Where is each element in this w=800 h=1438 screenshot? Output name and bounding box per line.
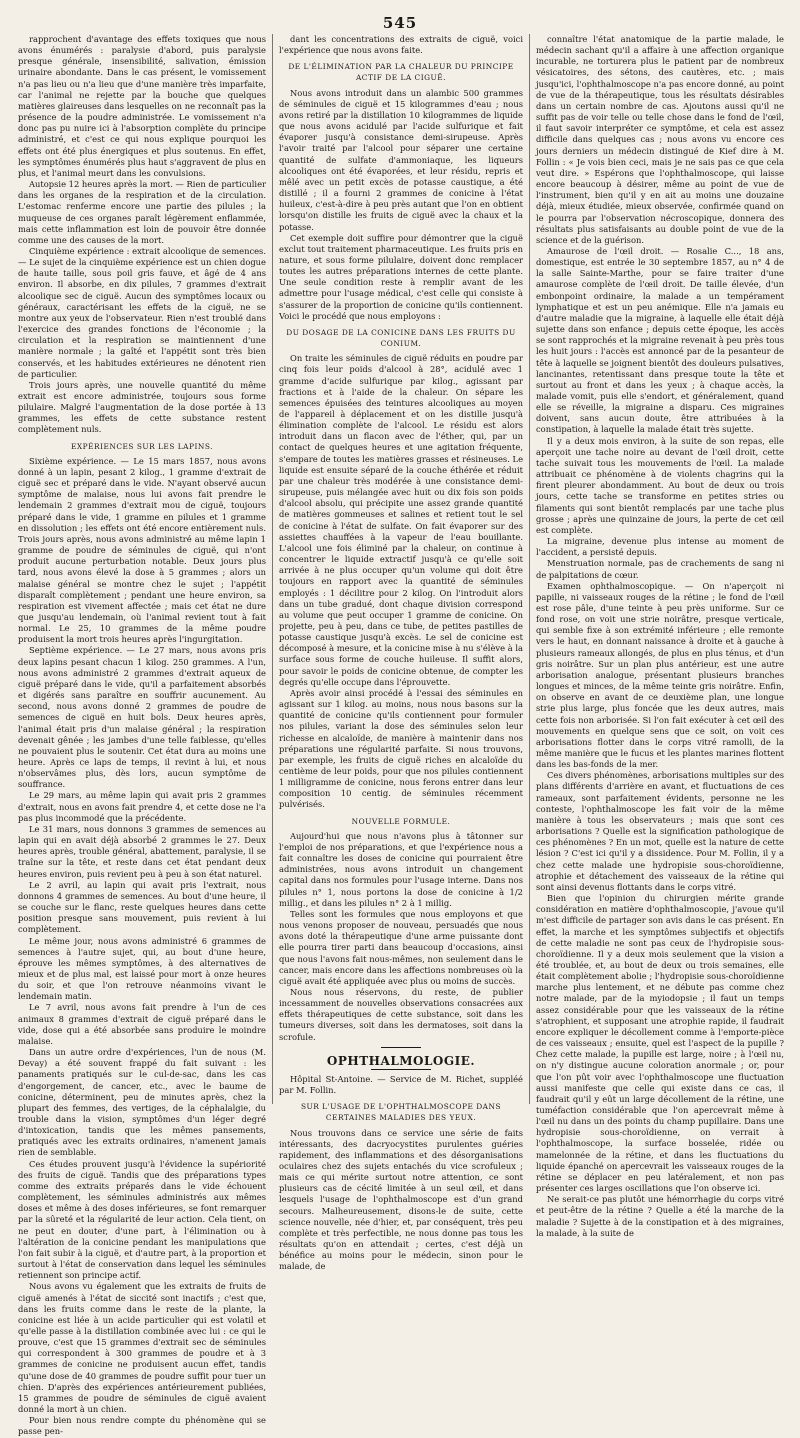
paragraph: Le 31 mars, nous donnons 3 grammes de semences au lapin qui en avait déjà absorbé 2 grammes le 27. Deux heures après, trouble général, abattement, paralysie, il se traîne sur la tête, et reste dans cet état pendant deux heures environ, puis revient peu à peu à son état naturel. [18, 823, 266, 879]
paragraph: dant les concentrations des extraits de ciguë, voici l'expérience que nous avons faite. [279, 34, 523, 56]
section-title-underline [371, 1069, 431, 1070]
paragraph: Cinquième expérience : extrait alcoolique de semences. — Le sujet de la cinquième expérience est un chien dogue de haute taille, sous poil gris fauve, et âgé de 4 ans environ. Il absorbe, en dix pilules, 7 grammes d'extrait alcoolique sec de ciguë. Aucun des symptômes locaux ou généraux, caractérisant les effets de la ciguë, ne se montre aux yeux de l'observateur. Rien n'est troublé dans l'exercice des grandes fonctions de l'économie ; la circulation et la respiration se maintiennent d'une manière normale ; la gaîté et l'appétit sont très bien conservés, et les habitudes extérieures ne dénotent rien de particulier. [18, 245, 266, 379]
paragraph: Nous trouvons dans ce service une série de faits intéressants, des dacryocystites purulentes guéries rapidement, des inflammations et des désorganisations oculaires chez des sujets entachés du vice scrofuleux ; mais ce qui mérite surtout notre attention, ce sont plusieurs cas de cécité limitée à un seul œil, et dans lesquels l'usage de l'ophthalmoscope est d'un grand secours. Malheureusement, disons-le de suite, cette science nouvelle, née d'hier, et, par conséquent, très peu complète et très perfectible, ne nous donne pas tous les résultats qu'on en attendait ; certes, c'est déjà un bénéfice au moins pour le médecin, sinon pour le malade, de [279, 1127, 523, 1272]
section-title: OPHTHALMOLOGIE. [326, 1053, 476, 1068]
paragraph: Examen ophthalmoscopique. — On n'aperçoit ni papille, ni vaisseaux rouges de la rétine ; le fond de l'œil est rose pâle, d'une teinte à peu près uniforme. Sur ce fond rose, on voit une strie noirâtre, presque verticale, qui semble fixe à son extrémité inférieure ; elle remonte vers le haut, en donnant naissance à droite et à gauche à plusieurs rameaux allongés, de plus en plus ténus, et d'un gris noirâtre. Sur un plan plus antérieur, est une autre arborisation analogue, présentant plusieurs branches longues et minces, de la même teinte gris noirâtre. Enfin, on observe en avant de ce deuxième plan, une longue strie plus large, plus foncée que les deux autres, mais cette fois non arborisée. Si l'on fait exécuter à cet œil des mouvements en quelque sens que ce soit, on voit ces arborisations flotter dans le corps vitré ramolli, de la même manière que le fucus et les plantes marines flottent dans les bas-fonds de la mer. [536, 580, 784, 770]
paragraph: On traite les séminules de ciguë réduits en poudre par cinq fois leur poids d'alcool à 28°, acidulé avec 1 gramme d'acide sulfurique par kilog., agissant par fractions et à l'aide de la chaleur. On sépare les semences épuisées des teintures alcooliques au moyen de l'appareil à déplacement et on les distille jusqu'à élimination complète de l'alcool. Le résidu est alors introduit dans un flacon avec de l'éther, qui, par un contact de quelques heures et une agitation fréquente, s'empare de toutes les matières grasses et résineuses. Le liquide est ensuite séparé de la couche éthérée et réduit par une chaleur très modérée à une consistance demi-sirupeuse, puis mélangée avec huit ou dix fois son poids d'alcool absolu, qui précipite une assez grande quantité de matières gommeuses et salines et retient tout le sel de conicine à l'état de sulfate. On fait évaporer sur des assiettes chauffées à la vapeur de l'eau bouillante. L'alcool une fois éliminé par la chaleur, on continue à concentrer le liquide extractif jusqu'à ce qu'elle soit arrivée à ne plus occuper qu'un volume qui doit être toujours en rapport avec la quantité de séminules employés : 1 décilitre pour 2 kilog. On l'introduit alors dans un tube gradué, dont chaque division correspond au volume que peut occuper 1 gramme de conicine. On projette, peu à peu, dans ce tube, de petites pastilles de potasse caustique jusqu'à excès. Le sel de conicine est décomposé à mesure, et la conicine mise à nu s'élève à la surface sous forme de couche huileuse. Il suffit alors, pour savoir le poids de conicine obtenue, de compter les degrés qu'elle occupe dans l'éprouvette. [279, 353, 524, 687]
paragraph: Le 7 avril, nous avons fait prendre à l'un de ces animaux 8 grammes d'extrait de ciguë préparé dans le vide, dose qui a été absorbée sans produire le moindre malaise. [18, 1002, 266, 1046]
paragraph: Nous avons vu également que les extraits de fruits de ciguë amenés à l'état de siccité sont inactifs ; c'est que, dans les fruits comme dans le reste de la plante, la conicine est liée à un acide particulier qui est volatil et qu'elle passe à la distillation combinée avec lui : ce qui le prouve, c'est que 15 grammes d'extrait sec de séminules qui correspondent à 300 grammes de poudre et à 3 grammes de conicine ne produisent aucun effet, tandis qu'une dose de 40 grammes de poudre suffit pour tuer un chien. D'après des expériences antérieurement publiées, 15 grammes de poudre de séminules de ciguë avaient donné la mort à un chien. [18, 1281, 266, 1415]
paragraph: Cet exemple doit suffire pour démontrer que la ciguë exclut tout traitement pharmaceutique. Les fruits pris en nature, et sous forme pilulaire, doivent donc remplacer toutes les autres préparations internes de cette plante. Une seule condition reste à remplir avant de les admettre pour l'usage médical, c'est celle qui consiste à s'assurer de la proportion de conicine qu'ils contiennent. Voici le procédé que nous employons : [279, 232, 523, 321]
subsection-heading: NOUVELLE FORMULE. [351, 816, 451, 826]
paragraph: Ces divers phénomènes, arborisations multiples sur des plans différents d'arrière en avant, et fluctuations de ces rameaux, sont parfaitement évidents, personne ne les conteste, l'ophthalmoscope les fait voir de la même manière à tous les observateurs ; mais que sont ces arborisations ? Quelle est la signification pathologique de ces phénomènes ? En un mot, quelle est la nature de cette lésion ? C'est ici qu'il y a dissidence. Pour M. Follin, il y a chez cette malade une hydropisie sous-choroïdienne, atrophie et détachement des vaisseaux de la rétine qui sont ainsi devenus flottants dans le corps vitré. [536, 770, 784, 892]
paragraph: Septième expérience. — Le 27 mars, nous avons pris deux lapins pesant chacun 1 kilog. 250 grammes. A l'un, nous avons administré 2 grammes d'extrait aqueux de ciguë préparé dans le vide, qu'il a parfaitement absorbés et digérés sans paraître en souffrir aucunement. Au second, nous avons donné 2 grammes de poudre de semences de ciguë en huit bols. Deux heures après, l'animal était pris d'un malaise général ; la respiration devenait gênée ; les jambes d'une telle faiblesse, qu'elles ne pouvaient plus le soutenir. Cet état dura au moins une heure. Après ce laps de temps, il revint à lui, et nous n'observâmes plus, dès lors, aucun symptôme de souffrance. [18, 645, 266, 790]
subsection-heading: DU DOSAGE DE LA CONICINE DANS LES FRUITS DU CONIUM. [286, 327, 516, 349]
paragraph: rapprochent d'avantage des effets toxiques que nous avons énumérés : paralysie d'abord, puis paralysie presque générale, insensibilité, salivation, émission urinaire abondante. Dans le cas présent, le vomissement n'a pas lieu ou n'a lieu que d'une manière très imparfaite, car l'animal ne rejette par la bouche que quelques matières glaireuses dans lesquelles on ne reconnaît pas la présence de la poudre administrée. Le vomissement n'a donc pas pu nuire ici à l'absorption complète du principe administré, et c'est ce qui nous explique pourquoi les effets ont été plus énergiques et plus soutenus. En effet, les symptômes énumérés plus haut s'aggravent de plus en plus, et l'animal meurt dans les convulsions. [18, 34, 266, 178]
paragraph: Nous avons introduit dans un alambic 500 grammes de séminules de ciguë et 15 kilogrammes d'eau ; nous avons retiré par la distillation 10 kilogrammes de liquide que nous avons acidulé par l'acide sulfurique et fait évaporer jusqu'à consistance demi-sirupeuse. Après l'avoir traité par l'alcool pour séparer une certaine quantité de sulfate d'ammoniaque, les liqueurs alcooliques ont été évaporées, et leur résidu, repris et mêlé avec un petit excès de potasse caustique, a été distillé ; il a fourni 2 grammes de conicine à l'état huileux, c'est-à-dire à peu près autant que l'on en obtient lorsqu'on distille les fruits de ciguë avec la chaux et la potasse. [279, 87, 523, 232]
paragraph: Le 29 mars, au même lapin qui avait pris 2 grammes d'extrait, nous en avons fait prendre 4, et cette dose ne l'a pas plus incommodé que la précédente. [18, 790, 266, 823]
column-divider [272, 34, 273, 1104]
paragraph: Hôpital St-Antoine. — Service de M. Richet, suppléé par M. Follin. [279, 1073, 523, 1096]
paragraph: Menstruation normale, pas de crachements de sang ni de palpitations de cœur. [536, 558, 784, 580]
paragraph: Aujourd'hui que nous n'avons plus à tâtonner sur l'emploi de nos préparations, et que l'expérience nous a fait connaître les doses de conicine qui pourraient être administrées, nous avons introduit un changement capital dans nos formules pour l'usage interne. Dans nos pilules n° 1, nous portons la dose de conicine à 1/2 millig., et dans les pilules n° 2 à 1 millig. [279, 830, 523, 908]
paragraph: Nous nous réservons, du reste, de publier incessamment de nouvelles observations consacrées aux effets thérapeutiques de cette substance, soit dans les tumeurs diverses, soit dans les dermatoses, soit dans la scrofule. [279, 986, 523, 1042]
paragraph: Trois jours après, une nouvelle quantité du même extrait est encore administrée, toujours sous forme pilulaire. Malgré l'augmentation de la dose portée à 13 grammes, les effets de cette substance restent complètement nuls. [18, 379, 266, 435]
paragraph: Sixième expérience. — Le 15 mars 1857, nous avons donné à un lapin, pesant 2 kilog., 1 gramme d'extrait de ciguë sec et préparé dans le vide. N'ayant observé aucun symptôme de malaise, nous lui avons fait prendre le lendemain 2 grammes d'extrait mou de ciguë, toujours préparé dans le vide, 1 gramme en pilules et 1 gramme en dissolution ; les effets ont été encore entièrement nuls. Trois jours après, nous avons administré au même lapin 1 gramme de poudre de séminules de ciguë, qui n'ont produit aucune perturbation notable. Deux jours plus tard, nous avons élevé la dose à 5 grammes ; alors un malaise général se montre chez le sujet ; l'appétit disparaît complètement ; pendant une heure environ, sa respiration est vivement affectée ; mais cet état ne dure que jusqu'au lendemain, où l'animal revient tout à fait normal. Le 25, 10 grammes de la même poudre produisent la mort trois heures après l'ingurgitation. [18, 455, 266, 645]
column-middle [279, 34, 524, 1272]
separator [381, 1047, 421, 1048]
subsection-heading: DE L'ÉLIMINATION PAR LA CHALEUR DU PRINCIPE ACTIF DE LA CIGUË. [288, 62, 514, 83]
column-left [18, 34, 267, 1437]
paragraph: Amaurose de l'œil droit. — Rosalie C..., 18 ans, domestique, est entrée le 30 septembre 1857, au n° 4 de la salle Sainte-Marthe, pour se faire traiter d'une amaurose complète de l'œil droit. De taille élevée, d'un embonpoint ordinaire, la malade a un tempérament lymphatique et est un peu anémique. Elle n'a jamais eu d'autre maladie que la migraine, à laquelle elle était déjà sujette dans son enfance ; depuis cette époque, les accès se sont rapprochés et la migraine revenait à peu près tous les huit jours : l'accès est annoncé par de la pesanteur de tête à laquelle se joignent bientôt des douleurs pulsatives, lancinantes, retentissant dans presque toute la tête et surtout au front et dans les yeux ; à chaque accès, la malade vomit, puis elle s'endort, et généralement, quand elle se réveille, la migraine a disparu. Ces migraines doivent, sans aucun doute, être attribuées à la constipation, à laquelle la malade était très sujette. [536, 245, 784, 435]
paragraph: Le même jour, nous avons administré 6 grammes de semences à l'autre sujet, qui, au bout d'une heure, éprouve les mêmes symptômes, à des alternatives de mieux et de plus mal, est laissé pour mort à onze heures du soir, et que l'on retrouve néanmoins vivant le lendemain matin. [18, 935, 266, 1002]
paragraph: Après avoir ainsi procédé à l'essai des séminules en agissant sur 1 kilog. au moins, nous nous basons sur la quantité de conicine qu'ils contiennent pour formuler nos pilules, variant la dose des séminules selon leur richesse en alcaloïde, de manière à maintenir dans nos préparations une régularité parfaite. Si nous trouvons, par exemple, les fruits de ciguë riches en alcaloïde du centième de leur poids, pour que nos pilules contiennent 1 milligramme de conicine, nous ferons entrer dans leur composition 10 centig. de séminules récemment pulvérisés. [279, 687, 523, 810]
paragraph: Autopsie 12 heures après la mort. — Rien de particulier dans les organes de la respiration et de la circulation. L'estomac renferme encore une partie des pilules ; la muqueuse de ces organes paraît légèrement enflammée, mais cette inflammation est loin de pouvoir être donnée comme une des causes de la mort. [18, 179, 267, 245]
paragraph: Pour bien nous rendre compte du phénomène qui se passe pen- [18, 1415, 266, 1437]
column-right [536, 34, 784, 1238]
paragraph: Dans un autre ordre d'expériences, l'un de nous (M. Devay) a été souvent frappé du fait suivant : les panaments pratiqués sur le cul-de-sac, dans les cas d'engorgement, de cancer, etc., avec le baume de conicine, déterminent, peu de minutes après, chez la plupart des femmes, des vertiges, de la céphalalgie, du trouble dans la vision, symptômes d'un léger degré d'intoxication, tandis que les mêmes pansements, pratiqués avec les extraits ordinaires, n'amenent jamais rien de semblable. [18, 1047, 266, 1158]
paragraph: Bien que l'opinion du chirurgien mérite grande considération en matière d'ophthalmoscopie, j'avoue qu'il m'est difficile de partager son avis dans le cas présent. En effet, la marche et les symptômes subjectifs et objectifs de cette maladie ne sont pas ceux de l'hydropisie sous-choroïdienne. Il y a deux mois seulement que la vision a été troublée, et, au bout de deux ou trois semaines, elle était complètement abolie ; l'hydropisie sous-choroïdienne marche plus lentement, et ne débute pas comme chez notre malade, par de la myiodopsie ; il faut un temps assez considérable pour que les vaisseaux de la rétine s'atrophient, et supposant une atrophie rapide, il faudrait encore expliquer le décollement comme à l'emporte-pièce de ces vaisseaux ; ensuite, quel est l'aspect de la pupille ? Chez cette malade, la pupille est large, noire ; à l'œil nu, on n'y distingue aucune coloration anormale ; or, pour que l'on pût voir avec l'ophthalmoscope une fluctuation aussi manifeste que celle qui existe dans ce cas, il faudrait qu'il y eût un large décollement de la rétine, une tuméfaction considérable que l'on apercevrait même à l'œil nu dans un des points du champ pupillaire. Dans une hydropisie sous-choroïdienne, on verrait à l'ophthalmoscope, la surface bosselée, ridée ou mamelonnée de la rétine, et dans les fluctuations du liquide épanché on apercevrait les vaisseaux rouges de la rétine se déplacer en peu latéralement, et non pas présenter ces larges oscillations que l'on observe ici. [536, 893, 784, 1194]
paragraph: Ces études prouvent jusqu'à l'évidence la supériorité des fruits de ciguë. Tandis que des préparations types comme des extraits préparés dans le vide échouent complètement, les séminules administrés aux mêmes doses et même à des doses inférieures, se font remarquer par la sûreté et la régularité de leur action. Cela tient, on ne peut en douter, d'une part, à l'élimination ou à l'altération de la conicine pendant les manipulations que l'on fait subir à la ciguë, et d'autre part, à la proportion et surtout à l'état de conservation dans lequel les séminules retiennent son principe actif. [18, 1158, 266, 1281]
paragraph: Le 2 avril, au lapin qui avait pris l'extrait, nous donnons 4 grammes de semences. Au bout d'une heure, il se couche sur le flanc, reste quelques heures dans cette position presque sans mouvement, puis revient à lui complètement. [18, 879, 266, 935]
column-divider [529, 34, 530, 1104]
subsection-heading: EXPÉRIENCES SUR LES LAPINS. [70, 441, 213, 451]
paragraph: La migraine, devenue plus intense au moment de l'accident, a persisté depuis. [536, 536, 784, 558]
paragraph: Ne serait-ce pas plutôt une hémorrhagie du corps vitré et peut-être de la rétine ? Quelle a été la marche de la maladie ? Sujette à de la constipation et à des migraines, la malade, à la suite de [536, 1194, 784, 1238]
subsection-heading: SUR L'USAGE DE L'OPHTHALMOSCOPE DANS CERTAINES MALADIES DES YEUX. [300, 1102, 502, 1123]
paragraph: Telles sont les formules que nous employons et que nous venons proposer de nouveau, persuadés que nous avons doté la thérapeutique d'une arme puissante dont elle pourra tirer parti dans beaucoup d'occasions, ainsi que nous l'avons fait nous-mêmes, non seulement dans le cancer, mais encore dans les affections nombreuses où la ciguë avait été appliquée avec plus ou moins de succès. [279, 908, 523, 986]
paragraph: Il y a deux mois environ, à la suite de son repas, elle aperçoit une tache noire au devant de l'œil droit, cette tache suivait tous les mouvements de l'œil. La malade attribuait ce phénomène à de violents chagrins qui la firent pleurer abondamment. Au bout de deux ou trois jours, cette tache se transforme en petites stries ou filaments qui sont bientôt remplacés par une tache plus grosse ; après une quinzaine de jours, la perte de cet œil est complète. [536, 435, 784, 535]
paragraph: connaître l'état anatomique de la partie malade, le médecin sachant qu'il a affaire à une affection organique incurable, ne torturera plus le patient par de nombreux vésicatoires, des sétons, des cautères, etc. ; mais jusqu'ici, l'ophthalmoscope n'a pas encore donné, au point de vue de la thérapeutique, tous les résultats désirables dans un certain nombre de cas. Ajoutons aussi qu'il ne suffit pas de voir telle ou telle chose dans le fond de l'œil, il faut savoir interpréter ce symptôme, et cela est assez difficile dans quelques cas ; nous avons vu encore ces jours derniers un médecin distingué de Kief dire à M. Follin : « Je vois bien ceci, mais je ne sais pas ce que cela veut dire. » Espérons que l'ophthalmoscope, qui laisse encore beaucoup à désirer, même au point de vue de l'instrument, bien qu'il y en ait au moins une douzaine déjà, mieux étudiée, mieux observée, confirmée quand on le pourra par l'observation nécroscopique, donnera des résultats plus satisfaisants au double point de vue de la science et de la guérison. [536, 34, 784, 245]
page-number: 545 [382, 14, 418, 32]
